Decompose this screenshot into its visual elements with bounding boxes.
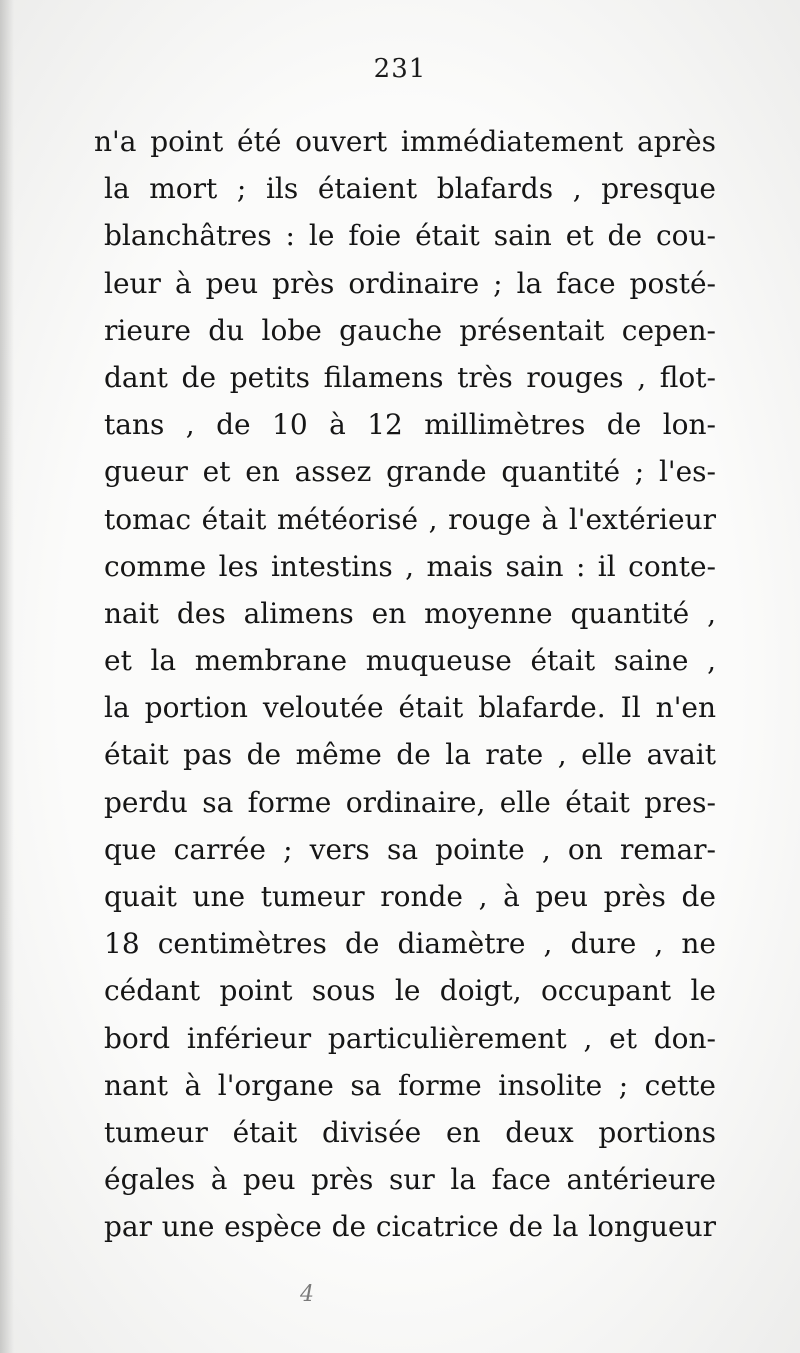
text-line: tans , de 10 à 12 millimètres de lon- (104, 408, 716, 442)
signature-mark: 4 (300, 1282, 314, 1307)
text-line: nait des alimens en moyenne quantité , (104, 596, 716, 630)
text-line: tomac était météorisé , rouge à l'extérieur (104, 502, 716, 536)
text-line: quait une tumeur ronde , à peu près de (104, 880, 716, 913)
body-text (94, 118, 716, 1251)
text-line: n'a point été ouvert immédiatement après (94, 125, 716, 158)
text-line: et la membrane muqueuse était saine , (104, 644, 716, 678)
text-line: rieure du lobe gauche présentait cepen- (104, 313, 716, 347)
text-line: blanchâtres : le foie était sain et de cou- (104, 219, 716, 253)
text-line: tumeur était divisée en deux portions (104, 1115, 716, 1149)
text-line: cédant point sous le doigt, occupant le (104, 974, 716, 1008)
text-line: dant de petits filamens très rouges , flot- (104, 360, 716, 394)
text-line: la mort ; ils étaient blafards , presque (104, 172, 716, 206)
text-line: leur à peu près ordinaire ; la face posté- (104, 266, 716, 300)
text-line: 18 centimètres de diamètre , dure , ne (104, 927, 716, 961)
text-line: gueur et en assez grande quantité ; l'es- (104, 455, 716, 489)
text-line: perdu sa forme ordinaire, elle était pres- (104, 785, 716, 819)
text-line: était pas de même de la rate , elle avait (104, 738, 716, 772)
text-line: égales à peu près sur la face antérieure (104, 1163, 716, 1197)
text-line: comme les intestins , mais sain : il conte- (104, 549, 716, 583)
text-line: bord inférieur particulièrement , et don- (104, 1021, 716, 1055)
text-line: la portion veloutée était blafarde. Il n'en (104, 691, 716, 725)
text-line: nant à l'organe sa forme insolite ; cette (104, 1068, 716, 1102)
page-edge-shadow (0, 0, 14, 1353)
text-line: que carrée ; vers sa pointe , on remar- (104, 832, 716, 866)
text-line: par une espèce de cicatrice de la longueur (104, 1210, 716, 1244)
page-number: 231 (373, 54, 427, 84)
